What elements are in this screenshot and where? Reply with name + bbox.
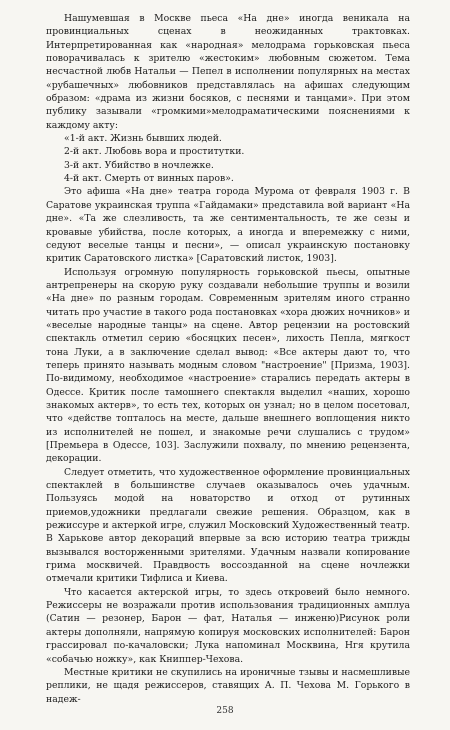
paragraph-acting: Что касается актерской игры, то здесь откровеий было немного. Режиссеры не возражали против использования традиционных амплуа (Сатин — резонер, Барон — фат, Наталья — инженю)Рисунок роли актеры дополняли, напрямую копируя московских исполнителей: Барон грассировал по-качаловски; Лука напоминал Москвина, Нгя крутила «собачью ножку», как Книппер-Чехова. bbox=[46, 586, 410, 665]
act-line-4: 4-й акт. Смерть от винных паров». bbox=[64, 173, 234, 185]
act-line-1: «1-й акт. Жизнь бывших людей. bbox=[64, 133, 222, 145]
paragraph-popularity: Используя огромную популярность горьковской пьесы, опытные антрепренеры на скорую руку создавали небольшие труппы и возили «На дне» по разным городам. Современным зрителям иного странно читать про участие в такого рода постановках «хора дюжих ночников» и «веселые народные танцы» на сцене. Автор рецензии на ростовский спектакль отметил серию «босяцких песен», лихость Пепла, мягкост тона Луки, а в заключение сделал вывод: «Все актеры дают то, что теперь принято называть модным словом "настроение" [Призма, 1903]. По-видимому, необходимое «настроение» старались передать актеры в Одессе. Критик после тамошнего спектакля выделил «наших, хорошо знакомых актерв», то есть тех, которых он узнал; но в целом посетовал, что «действе топталось на месте, дальше внешнего воплощения никто из исполнителей не пошел, и знакомые речи слушались с трудом» [Премьера в Одессе, 103]. Заслужили похвалу, по мнению рецензента, декорации. bbox=[46, 266, 410, 465]
paragraph-intro: Нашумевшая в Москве пьеса «На дне» иногда веникала на провинциальных сценах в неожиданных трактовках. Интерпретированная как «народная» мелодрама горьковская пьеса поворачивалась к зрителю «жестоким» любовным сюжетом. Тема несчастной любв Натальи — Пепел в исполнении популярных на местах «рубашечных» любовников представлялась на афишах следующим образом: «драма из жизни босяков, с песнями и танцами». При этом публику зазывали «громкими»мелодраматическими пояснениями к каждому акту: bbox=[46, 13, 410, 131]
act-line-3: 3-й акт. Убийство в ночлежке. bbox=[64, 159, 214, 171]
paragraph-murom-saratov: Это афиша «На дне» театра города Мурома от февраля 1903 г. В Саратове украинская труппа «Гайдамаки» представила вой вариант «На дне». «Та же слезливость, та же сентиментальность, те же сезы и кровавые убийства, после которых, а иногда и вперемежку с ними, седуют веселые танцы и песни», — описал украинскую постановку критик Саратовского листка» [Саратовский листок, 1903]. bbox=[46, 186, 410, 265]
paragraph-critics: Местные критики не скупились на ироничные тзывы и насмешливые реплики, не щадя режиссеров, ставящих А. П. Чехова М. Горького в надеж- bbox=[46, 666, 410, 705]
page-number: 258 bbox=[216, 706, 234, 716]
paragraph-design: Следует отметить, что художественное оформление провинциальных спектаклей в большинстве случаев оказывалось очеь удачным. Пользуясь модой на новаторство и отход от рутинных приемов,удожники предлагали свежие решения. Образцом, как в режиссуре и актеркой игре, служил Московский Художественный театр. В Харькове автор декораций впервые за всю историю театра трижды вызывался восторженными зрителями. Удачным назвали копирование грима москвичей. Правдвость воссозданной на сцене ночлежки отмечали критики Тифлиса и Киева. bbox=[46, 466, 410, 585]
act-line-2: 2-й акт. Любовь вора и проститутки. bbox=[64, 146, 245, 158]
